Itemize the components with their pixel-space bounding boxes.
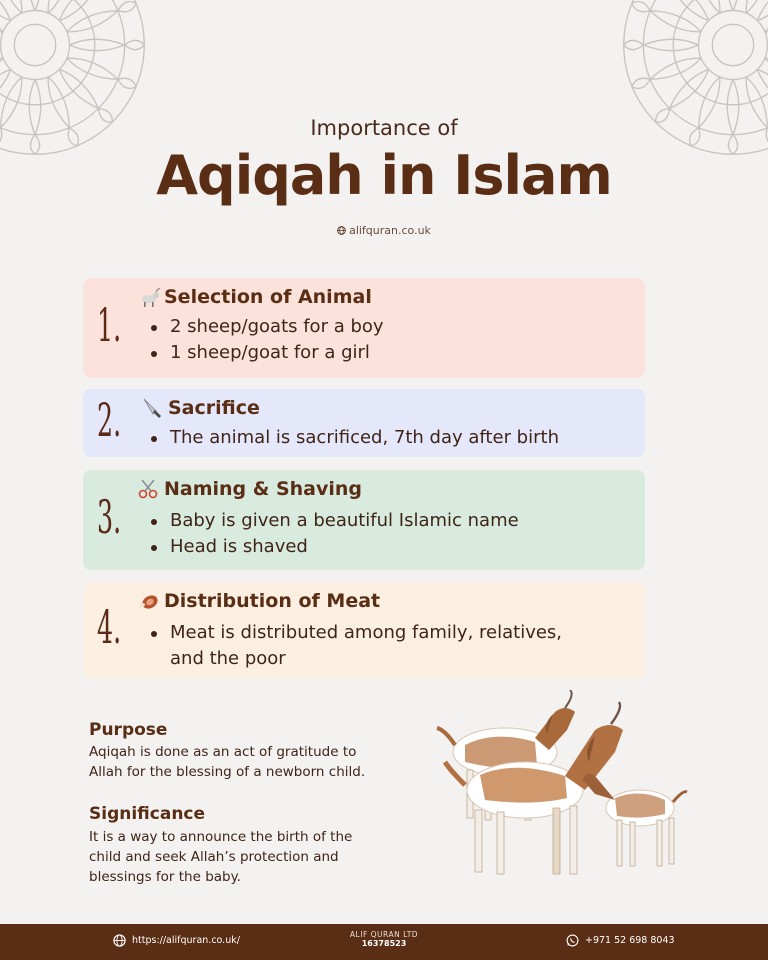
significance-text: It is a way to announce the birth of the child and seek Allah’s protection and blessings for the baby.	[89, 829, 353, 885]
step-heading-row	[137, 590, 380, 612]
step-heading: Selection of Animal	[164, 286, 372, 308]
bullet-item: Baby is given a beautiful Islamic name	[149, 508, 519, 534]
whatsapp-icon	[566, 934, 579, 947]
step-number: 2.	[97, 393, 122, 447]
page-subtitle: Importance of	[310, 116, 458, 140]
bullet-item: 2 sheep/goats for a boy	[149, 314, 384, 340]
step-number: 1.	[97, 298, 122, 352]
step-bullet-list	[149, 620, 619, 672]
purpose-heading: Purpose	[89, 720, 168, 740]
step-card-selection	[83, 278, 645, 378]
knife-emoji-icon	[141, 397, 165, 419]
step-heading: Sacrifice	[168, 397, 260, 419]
footer-company-info	[334, 930, 434, 948]
step-bullet-list	[149, 314, 384, 366]
footer-phone-link[interactable]	[566, 934, 675, 947]
website-label[interactable]	[0, 224, 768, 237]
significance-heading: Significance	[89, 804, 206, 824]
globe-icon	[337, 226, 346, 235]
goats-illustration	[425, 690, 695, 890]
step-bullet-list	[149, 425, 559, 451]
step-heading-row	[137, 286, 372, 308]
page-title: Aqiqah in Islam	[156, 144, 612, 207]
step-card-naming	[83, 470, 645, 570]
footer-url: https://alifquran.co.uk/	[132, 935, 240, 946]
company-name: ALIF QURAN LTD	[349, 930, 419, 939]
globe-icon	[113, 934, 126, 947]
bullet-item: Meat is distributed among family, relatives, and the poor	[149, 620, 619, 672]
bullet-item: Head is shaved	[149, 534, 519, 560]
footer-bar	[0, 924, 768, 960]
step-card-distribution	[83, 582, 645, 678]
company-number: 16378523	[361, 939, 407, 948]
footer-website-link[interactable]	[113, 934, 240, 947]
step-bullet-list	[149, 508, 519, 560]
meat-emoji-icon	[137, 590, 161, 612]
step-heading: Distribution of Meat	[164, 590, 381, 612]
scissors-emoji-icon	[137, 478, 161, 500]
step-number: 3.	[97, 490, 122, 544]
purpose-text: Aqiqah is done as an act of gratitude to Allah for the blessing of a newborn child.	[89, 744, 366, 780]
website-text: alifquran.co.uk	[349, 224, 431, 237]
goat-emoji-icon	[137, 286, 161, 308]
bullet-item: 1 sheep/goat for a girl	[149, 340, 384, 366]
step-heading-row	[141, 397, 260, 419]
bullet-item: The animal is sacrificed, 7th day after birth	[149, 425, 559, 451]
step-card-sacrifice	[83, 389, 645, 457]
footer-phone: +971 52 698 8043	[585, 935, 675, 946]
step-heading-row	[137, 478, 362, 500]
step-number: 4.	[97, 600, 122, 654]
step-heading: Naming & Shaving	[164, 478, 363, 500]
